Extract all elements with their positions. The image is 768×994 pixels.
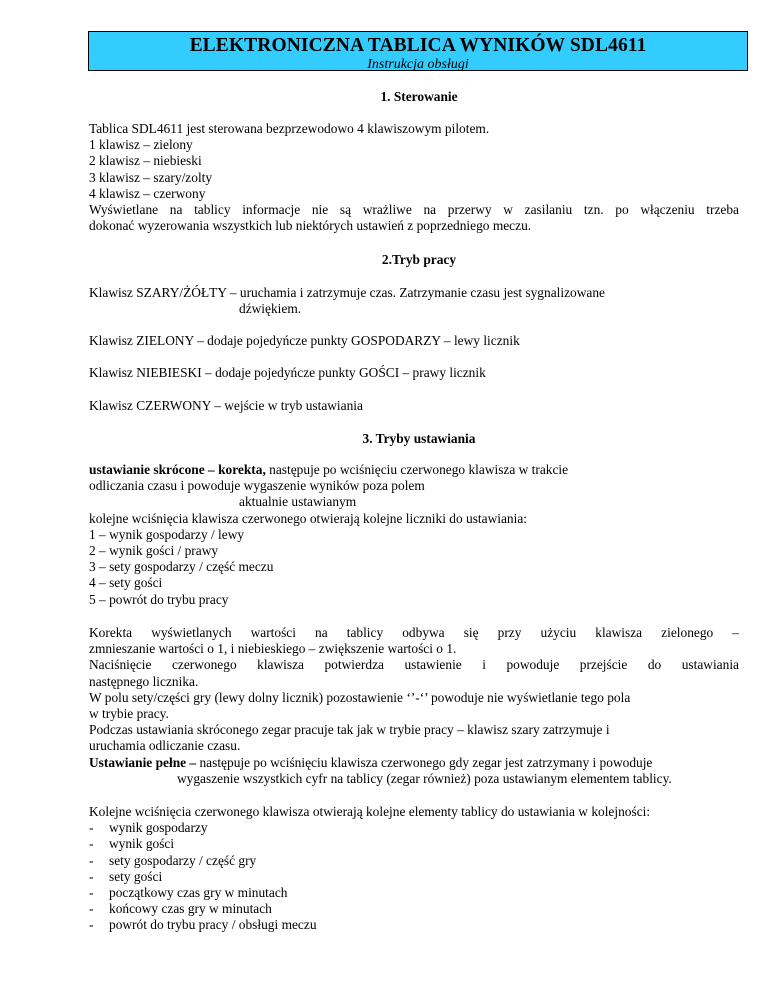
- correction-line: w trybie pracy.: [89, 706, 169, 722]
- list-item: [89, 917, 739, 933]
- list-item: [89, 901, 739, 917]
- list-item: 3 – sety gospodarzy / część meczu: [89, 559, 274, 575]
- list-item-text: sety gości: [109, 868, 163, 884]
- full-setting-line: wygaszenie wszystkich cyfr na tablicy (zegar również) poza ustawianym elementem tablicy.: [177, 770, 672, 786]
- list-item: 2 – wynik gości / prawy: [89, 543, 219, 559]
- list-item: 5 – powrót do trybu pracy: [89, 591, 229, 607]
- list-item-text: sety gospodarzy / część gry: [109, 852, 257, 868]
- list-item-text: wynik gości: [109, 836, 175, 852]
- section-1-heading: 1. Sterowanie: [380, 89, 458, 104]
- dash-bullet: -: [89, 885, 94, 901]
- dash-bullet: -: [89, 901, 94, 917]
- full-setting-text: następuje po wciśnięciu klawisza czerwonego gdy zegar jest zatrzymany i powoduje: [196, 754, 653, 770]
- section-2-p3: Klawisz NIEBIESKI – dodaje pojedyńcze punkty GOŚCI – prawy licznik: [89, 365, 486, 380]
- list-item: [89, 820, 739, 836]
- order-intro: Kolejne wciśnięcia czerwonego klawisza otwierają kolejne elementy tablicy do ustawiania w kolejności:: [89, 804, 651, 819]
- correction-line: uruchamia odliczanie czasu.: [89, 738, 241, 754]
- document-subtitle: Instrukcja obsługi: [367, 57, 469, 72]
- s1-paragraph-line: dokonać wyzerowania wszystkich lub niektórych ustawień z poprzedniego meczu.: [89, 218, 532, 234]
- section-3-correction: [89, 625, 739, 787]
- correction-line: następnego licznika.: [89, 673, 199, 689]
- list-item: [89, 853, 739, 869]
- s1-line: Tablica SDL4611 jest sterowana bezprzewodowo 4 klawiszowym pilotem.: [89, 121, 490, 136]
- s1-line: 4 klawisz – czerwony: [89, 185, 206, 201]
- s1-line: 2 klawisz – niebieski: [89, 153, 202, 169]
- short-setting-line: aktualnie ustawianym: [239, 494, 357, 510]
- list-item-text: początkowy czas gry w minutach: [109, 885, 288, 901]
- s2-p1-line: dźwiękiem.: [239, 301, 302, 317]
- dash-bullet: -: [89, 868, 94, 884]
- full-setting-term: Ustawianie pełne –: [89, 754, 197, 770]
- short-setting-text: następuje po wciśnięciu czerwonego klawisza w trakcie: [265, 462, 569, 477]
- correction-line: Korekta wyświetlanych wartości na tablicy odbywa się przy użyciu klawisza zielonego –: [89, 625, 739, 640]
- s1-paragraph-line: Wyświetlane na tablicy informacje nie są wrażliwe na przerwy w zasilaniu tzn. po włączeniu trzeba: [89, 202, 739, 218]
- section-1-body: [89, 121, 739, 234]
- list-item: [89, 885, 739, 901]
- document-title: ELEKTRONICZNA TABLICA WYNIKÓW SDL4611: [189, 35, 647, 56]
- short-setting-line: odliczania czasu i powoduje wygaszenie wyników poza polem: [89, 478, 425, 494]
- dash-bullet: -: [89, 917, 94, 933]
- short-setting-line: kolejne wciśnięcia klawisza czerwonego otwierają kolejne liczniki do ustawiania:: [89, 510, 528, 526]
- correction-line: Podczas ustawiania skróconego zegar pracuje tak jak w trybie pracy – klawisz szary zatrzymuje i: [89, 722, 610, 738]
- list-item: [89, 869, 739, 885]
- short-setting-term: ustawianie skrócone – korekta,: [89, 462, 266, 477]
- dash-bullet: -: [89, 836, 94, 852]
- dash-bullet: -: [89, 820, 94, 836]
- list-item-text: końcowy czas gry w minutach: [109, 901, 272, 917]
- section-2-p1: [89, 285, 739, 317]
- document-header: [88, 31, 748, 71]
- list-item: 1 – wynik gospodarzy / lewy: [89, 526, 245, 542]
- section-2-p2: Klawisz ZIELONY – dodaje pojedyńcze punkty GOSPODARZY – lewy licznik: [89, 333, 520, 348]
- s2-p1-line: Klawisz SZARY/ŻÓŁTY – uruchamia i zatrzymuje czas. Zatrzymanie czasu jest sygnalizowane: [89, 285, 605, 300]
- list-item: 4 – sety gości: [89, 575, 163, 591]
- list-item-text: wynik gospodarzy: [109, 820, 208, 836]
- list-item: [89, 836, 739, 852]
- section-2-heading: 2.Tryb pracy: [381, 252, 457, 267]
- section-3-heading: 3. Tryby ustawiania: [362, 431, 476, 446]
- list-item-text: powrót do trybu pracy / obsługi meczu: [109, 917, 317, 933]
- s1-line: 3 klawisz – szary/zolty: [89, 169, 213, 185]
- section-2-p4: Klawisz CZERWONY – wejście w tryb ustawiania: [89, 398, 363, 413]
- section-3-order: [89, 804, 739, 934]
- correction-line: zmnieszanie wartości o 1, i niebieskiego – zwiększenie wartości o 1.: [89, 641, 457, 657]
- dash-bullet: -: [89, 852, 94, 868]
- section-3-short: [89, 462, 739, 608]
- correction-line: Naciśnięcie czerwonego klawisza potwierdza ustawienie i powoduje przejście do ustawiania: [89, 657, 739, 673]
- s1-line: 1 klawisz – zielony: [89, 137, 193, 153]
- correction-line: W polu sety/części gry (lewy dolny licznik) pozostawienie ‘’-‘’ powoduje nie wyświetlanie tego pola: [89, 689, 631, 705]
